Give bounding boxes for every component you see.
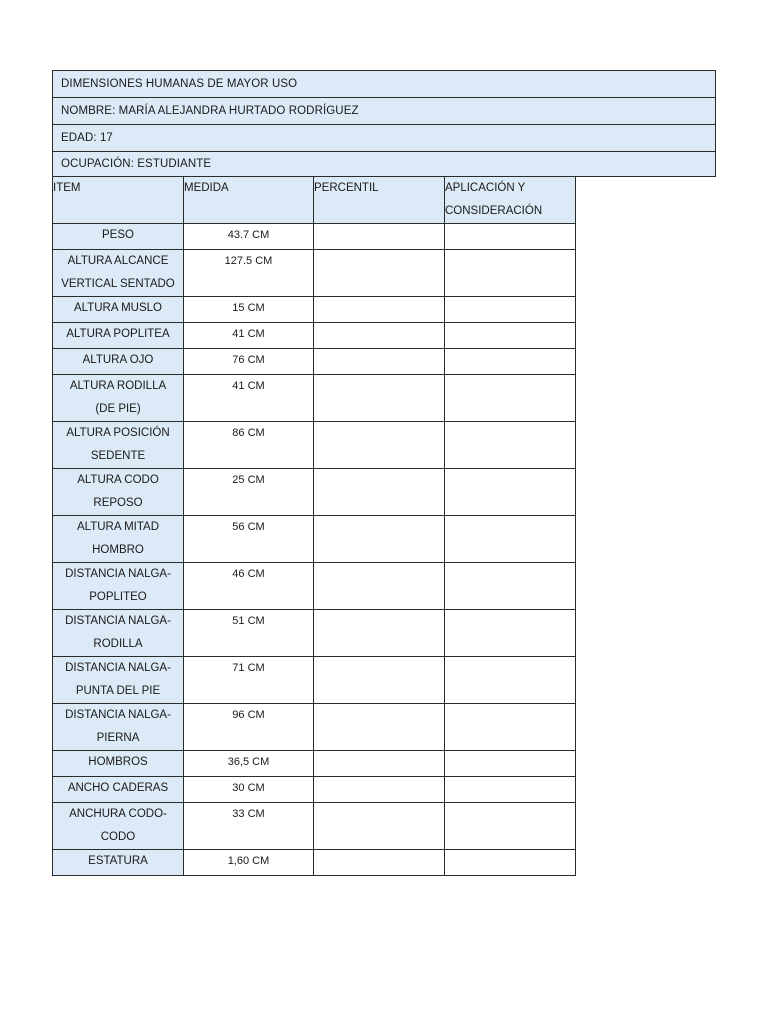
measure-value: 46 CM — [232, 568, 265, 580]
table-body — [53, 224, 576, 876]
percentile-cell — [314, 777, 445, 803]
measure-value: 56 CM — [232, 521, 265, 533]
measure-value: 33 CM — [232, 808, 265, 820]
measure-value: 41 CM — [232, 380, 265, 392]
percentile-cell — [314, 657, 445, 704]
measure-cell — [184, 657, 314, 704]
application-cell — [445, 422, 576, 469]
column-header-percentil-label: PERCENTIL — [314, 182, 379, 194]
measure-cell — [184, 323, 314, 349]
item-cell — [53, 323, 184, 349]
application-cell — [445, 224, 576, 250]
measure-value: 41 CM — [232, 328, 265, 340]
item-label-line2: (DE PIE) — [95, 403, 141, 415]
item-cell — [53, 610, 184, 657]
table-row — [53, 850, 576, 876]
application-cell — [445, 349, 576, 375]
age-row — [52, 124, 716, 151]
measure-value: 43.7 CM — [227, 229, 270, 241]
item-cell — [53, 469, 184, 516]
measure-value: 127.5 CM — [224, 255, 273, 267]
item-cell — [53, 250, 184, 297]
measure-cell — [184, 610, 314, 657]
item-label-line1: ANCHURA CODO- — [69, 808, 167, 820]
measure-cell — [184, 777, 314, 803]
item-cell — [53, 422, 184, 469]
measure-cell — [184, 224, 314, 250]
table-row — [53, 297, 576, 323]
measure-value: 51 CM — [232, 615, 265, 627]
application-cell — [445, 469, 576, 516]
table-row — [53, 422, 576, 469]
item-label-line1: HOMBROS — [88, 756, 148, 768]
item-label-line2: REPOSO — [93, 497, 143, 509]
percentile-cell — [314, 422, 445, 469]
percentile-cell — [314, 516, 445, 563]
name-row — [52, 97, 716, 124]
item-cell — [53, 349, 184, 375]
measure-value: 36,5 CM — [227, 756, 270, 768]
table-row — [53, 375, 576, 422]
application-cell — [445, 323, 576, 349]
measure-cell — [184, 349, 314, 375]
percentile-cell — [314, 323, 445, 349]
item-cell — [53, 224, 184, 250]
measure-cell — [184, 563, 314, 610]
measurements-table — [52, 176, 576, 876]
item-cell — [53, 751, 184, 777]
measure-cell — [184, 375, 314, 422]
item-label-line2: PIERNA — [96, 732, 140, 744]
percentile-cell — [314, 224, 445, 250]
table-header-row — [53, 177, 576, 224]
percentile-cell — [314, 850, 445, 876]
measure-value: 86 CM — [232, 427, 265, 439]
application-cell — [445, 850, 576, 876]
measure-cell — [184, 704, 314, 751]
column-header-percentil — [314, 177, 445, 224]
table-row — [53, 657, 576, 704]
table-row — [53, 803, 576, 850]
application-cell — [445, 657, 576, 704]
item-label-line1: DISTANCIA NALGA- — [65, 662, 171, 674]
table-row — [53, 610, 576, 657]
item-label-line1: ALTURA POSICIÓN — [66, 427, 170, 439]
table-row — [53, 704, 576, 751]
item-cell — [53, 516, 184, 563]
table-row — [53, 469, 576, 516]
application-cell — [445, 250, 576, 297]
percentile-cell — [314, 250, 445, 297]
percentile-cell — [314, 751, 445, 777]
application-cell — [445, 375, 576, 422]
item-label-line2: POPLITEO — [89, 591, 147, 603]
table-row — [53, 250, 576, 297]
item-label-line1: ANCHO CADERAS — [67, 782, 169, 794]
measure-value: 25 CM — [232, 474, 265, 486]
item-label-line1: ALTURA POPLITEA — [66, 328, 170, 340]
item-label-line1: DISTANCIA NALGA- — [65, 568, 171, 580]
item-label-line2: SEDENTE — [90, 450, 146, 462]
measure-value: 71 CM — [232, 662, 265, 674]
measure-value: 30 CM — [232, 782, 265, 794]
item-label-line1: DISTANCIA NALGA- — [65, 615, 171, 627]
table-row — [53, 777, 576, 803]
measure-value: 1,60 CM — [227, 855, 270, 867]
application-cell — [445, 751, 576, 777]
percentile-cell — [314, 704, 445, 751]
table-row — [53, 224, 576, 250]
document-title — [52, 70, 716, 97]
application-cell — [445, 704, 576, 751]
application-cell — [445, 563, 576, 610]
column-header-aplicacion-label-line2: CONSIDERACIÓN — [445, 205, 543, 217]
table-row — [53, 751, 576, 777]
item-cell — [53, 375, 184, 422]
table-row — [53, 563, 576, 610]
item-label-line2: VERTICAL SENTADO — [61, 278, 175, 290]
percentile-cell — [314, 469, 445, 516]
measure-cell — [184, 516, 314, 563]
item-label-line1: PESO — [102, 229, 134, 241]
measure-cell — [184, 803, 314, 850]
item-cell — [53, 704, 184, 751]
age-text: EDAD: 17 — [61, 132, 113, 144]
item-cell — [53, 563, 184, 610]
column-header-item-label: ITEM — [53, 182, 81, 194]
measure-value: 76 CM — [232, 354, 265, 366]
measure-cell — [184, 250, 314, 297]
measure-value: 96 CM — [232, 709, 265, 721]
item-label-line1: ALTURA OJO — [82, 354, 154, 366]
application-cell — [445, 516, 576, 563]
name-text: NOMBRE: MARÍA ALEJANDRA HURTADO RODRÍGUEZ — [61, 105, 359, 117]
table-row — [53, 516, 576, 563]
item-cell — [53, 850, 184, 876]
item-cell — [53, 657, 184, 704]
item-label-line1: ALTURA MITAD — [77, 521, 159, 533]
measure-cell — [184, 422, 314, 469]
percentile-cell — [314, 803, 445, 850]
application-cell — [445, 297, 576, 323]
item-label-line1: ALTURA ALCANCE — [67, 255, 169, 267]
percentile-cell — [314, 610, 445, 657]
occupation-text: OCUPACIÓN: ESTUDIANTE — [61, 158, 212, 170]
measure-value: 15 CM — [232, 302, 265, 314]
application-cell — [445, 610, 576, 657]
measure-cell — [184, 850, 314, 876]
measure-cell — [184, 751, 314, 777]
percentile-cell — [314, 375, 445, 422]
occupation-row — [52, 151, 716, 177]
measure-cell — [184, 297, 314, 323]
document-title-text: DIMENSIONES HUMANAS DE MAYOR USO — [61, 78, 298, 90]
column-header-aplicacion-label-line1: APLICACIÓN Y — [445, 182, 526, 194]
item-cell — [53, 803, 184, 850]
item-label-line2: HOMBRO — [92, 544, 144, 556]
application-cell — [445, 803, 576, 850]
column-header-item — [53, 177, 184, 224]
item-label-line1: ESTATURA — [88, 855, 148, 867]
item-label-line1: DISTANCIA NALGA- — [65, 709, 171, 721]
item-label-line2: PUNTA DEL PIE — [75, 685, 161, 697]
item-cell — [53, 297, 184, 323]
percentile-cell — [314, 563, 445, 610]
item-label-line1: ALTURA MUSLO — [74, 302, 162, 314]
table-row — [53, 349, 576, 375]
item-label-line2: CODO — [100, 831, 136, 843]
column-header-medida-label: MEDIDA — [184, 182, 229, 194]
column-header-aplicacion — [445, 177, 576, 224]
item-label-line1: ALTURA CODO — [77, 474, 159, 486]
application-cell — [445, 777, 576, 803]
column-header-medida — [184, 177, 314, 224]
table-row — [53, 323, 576, 349]
percentile-cell — [314, 297, 445, 323]
anthropometry-document — [52, 70, 716, 876]
percentile-cell — [314, 349, 445, 375]
item-label-line1: ALTURA RODILLA — [69, 380, 167, 392]
item-cell — [53, 777, 184, 803]
item-label-line2: RODILLA — [93, 638, 143, 650]
measure-cell — [184, 469, 314, 516]
